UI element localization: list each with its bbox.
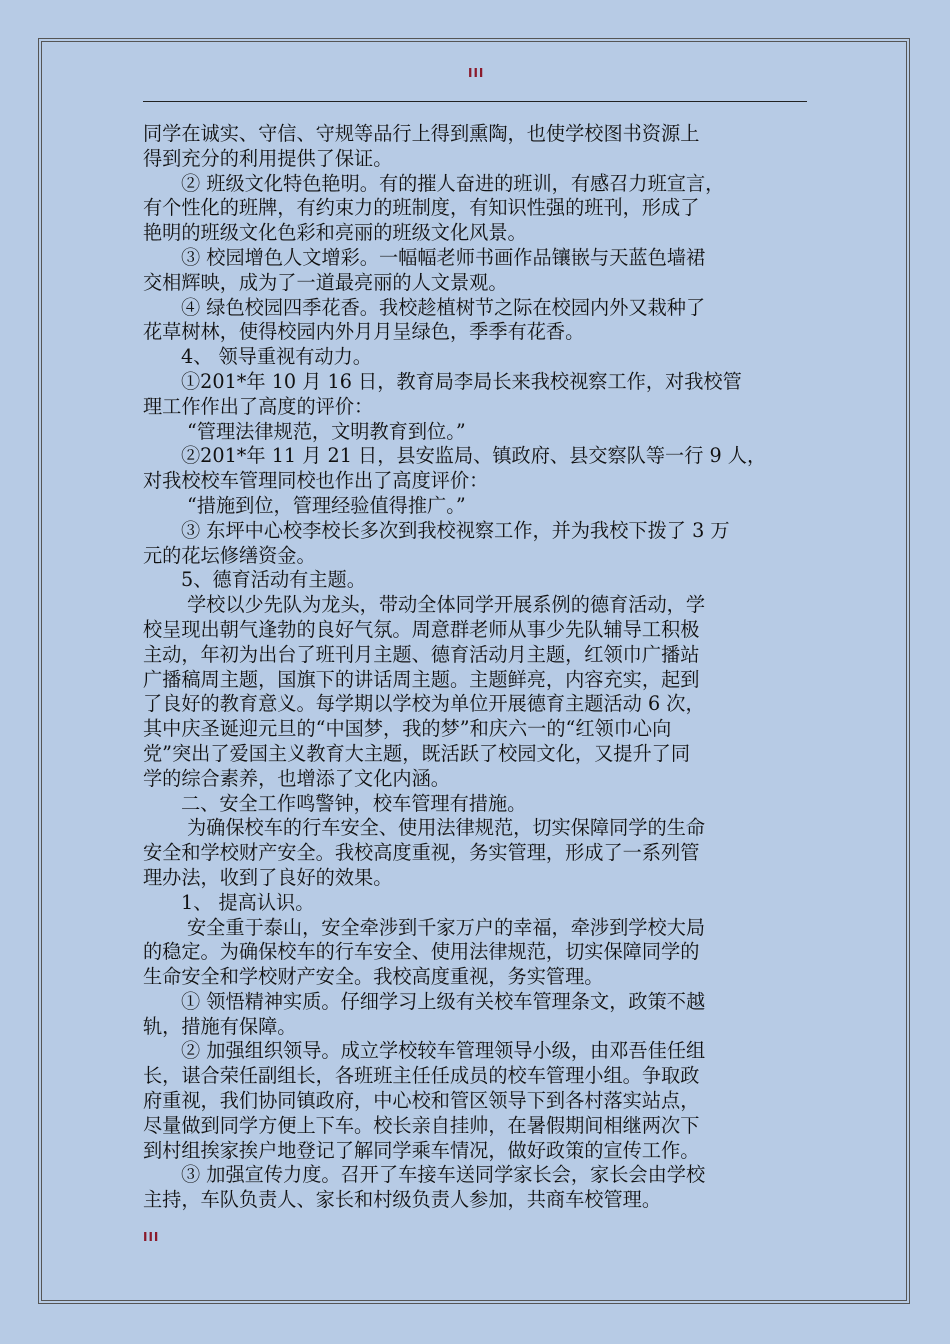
text-line: 学的综合素养，也增添了文化内涵。 (143, 766, 450, 790)
document-body (143, 122, 811, 1213)
section-heading: 4、 领导重视有动力。 (181, 345, 372, 369)
text-line: ③ 校园增色人文增彩。一幅幅老师书画作品镶嵌与天蓝色墙裙 (181, 245, 706, 269)
text-line: ②201*年 11 月 21 日，县安监局、镇政府、县交察队等一行 9 人， (181, 444, 767, 468)
text-line: 主持，车队负责人、家长和村级负责人参加，共商车校管理。 (143, 1188, 662, 1212)
header-rule (143, 101, 807, 102)
text-line: ③ 加强宣传力度。召开了车接车送同学家长会，家长会由学校 (181, 1163, 706, 1187)
text-line: 交相辉映，成为了一道最亮丽的人文景观。 (143, 270, 508, 294)
text-line: 轨，措施有保障。 (143, 1014, 297, 1038)
section-heading: 1、 提高认识。 (181, 890, 315, 914)
quote-line: “措施到位，管理经验值得推广。” (187, 493, 466, 517)
text-line: ② 班级文化特色艳明。有的摧人奋进的班训，有感召力班宣言， (181, 171, 725, 195)
text-line: 主动，年初为出台了班刊月主题、德育活动月主题，红领巾广播站 (143, 642, 700, 666)
section-heading: 二、安全工作鸣警钟，校车管理有措施。 (181, 791, 527, 815)
text-line: 了良好的教育意义。每学期以学校为单位开展德育主题活动 6 次， (143, 692, 705, 716)
text-line: 元的花坛修缮资金。 (143, 543, 316, 567)
text-line: 到村组挨家挨户地登记了解同学乘车情况，做好政策的宣传工作。 (143, 1138, 700, 1162)
text-line: 的稳定。为确保校车的行车安全、使用法律规范，切实保障同学的 (143, 940, 700, 964)
text-line: ①201*年 10 月 16 日，教育局李局长来我校视察工作，对我校管 (181, 369, 742, 393)
text-line: 艳明的班级文化色彩和亮丽的班级文化风景。 (143, 221, 527, 245)
text-line: 生命安全和学校财产安全。我校高度重视，务实管理。 (143, 965, 604, 989)
text-line: 同学在诚实、守信、守规等品行上得到熏陶，也使学校图书资源上 (143, 122, 700, 145)
text-line: ① 领悟精神实质。仔细学习上级有关校车管理条文，政策不越 (181, 989, 706, 1013)
text-line: 广播稿周主题，国旗下的讲话周主题。主题鲜亮，内容充实，起到 (143, 667, 700, 691)
text-line: 府重视，我们协同镇政府，中心校和管区领导下到各村落实站点， (143, 1089, 700, 1113)
text-line: 安全和学校财产安全。我校高度重视，务实管理，形成了一系列管 (143, 841, 700, 865)
text-line: 得到充分的利用提供了保证。 (143, 146, 393, 170)
text-line: 有个性化的班牌，有约束力的班制度，有知识性强的班刊，形成了 (143, 196, 700, 220)
section-heading: 5、德育活动有主题。 (181, 568, 366, 592)
header-mark: III (468, 66, 485, 80)
text-line: ② 加强组织领导。成立学校较车管理领导小级，由邓吾佳任组 (181, 1039, 706, 1063)
text-line: 长，谌合荣任副组长，各班班主任任成员的校车管理小组。争取政 (143, 1064, 700, 1088)
text-line: 校呈现出朝气逢勃的良好气氛。周意群老师从事少先队辅导工积极 (143, 617, 700, 641)
text-line: 党”突出了爱国主义教育大主题，既活跃了校园文化，又提升了同 (143, 741, 691, 765)
text-line: 理工作作出了高度的评价： (143, 394, 374, 418)
text-line: 花草树林，使得校园内外月月呈绿色，季季有花香。 (143, 320, 585, 344)
text-line: 其中庆圣诞迎元旦的“中国梦，我的梦”和庆六一的“红领巾心向 (143, 717, 672, 741)
text-line: 安全重于泰山，安全牵涉到千家万户的幸福，牵涉到学校大局 (187, 915, 706, 939)
text-line: 尽量做到同学方便上下车。校长亲自挂帅，在暑假期间相继两次下 (143, 1113, 700, 1137)
text-line: 为确保校车的行车安全、使用法律规范，切实保障同学的生命 (187, 816, 706, 840)
text-line: ③ 东坪中心校李校长多次到我校视察工作，并为我校下拨了 3 万 (181, 518, 730, 542)
text-line: 对我校校车管理同校也作出了高度评价： (143, 469, 489, 493)
text-line: ④ 绿色校园四季花香。我校趁植树节之际在校园内外又栽种了 (181, 295, 706, 319)
quote-line: “管理法律规范，文明教育到位。” (187, 419, 466, 443)
text-line: 学校以少先队为龙头，带动全体同学开展系例的德育活动，学 (187, 593, 706, 617)
footer-mark: III (143, 1230, 160, 1244)
text-line: 理办法，收到了良好的效果。 (143, 865, 393, 889)
